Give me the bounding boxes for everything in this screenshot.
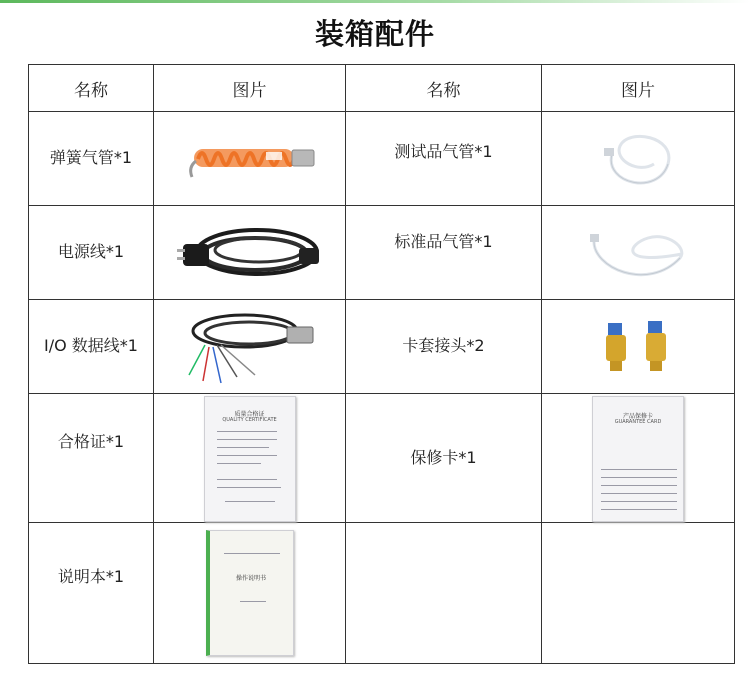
test-hose-image [598, 124, 678, 194]
image-ferrule-fitting [542, 300, 735, 394]
io-cable-image [175, 305, 325, 389]
empty-image-cell [542, 523, 735, 664]
warranty-title: 产品保修卡 [622, 413, 653, 420]
item-name-test-hose: 测试品气管*1 [346, 112, 542, 206]
item-name-power-cord: 电源线*1 [29, 206, 154, 300]
header-name-2: 名称 [346, 65, 542, 112]
item-name-manual: 说明本*1 [29, 523, 154, 664]
warranty-subtitle: GUARANTEE CARD [614, 419, 662, 425]
header-name-1: 名称 [29, 65, 154, 112]
accessories-table [28, 64, 735, 664]
image-io-cable [154, 300, 346, 394]
top-accent-bar [0, 0, 750, 3]
certificate-document [204, 396, 296, 522]
image-warranty-card [542, 394, 735, 523]
item-name-standard-hose: 标准品气管*1 [346, 206, 542, 300]
image-certificate [154, 394, 346, 523]
manual-booklet [206, 530, 294, 656]
image-test-hose [542, 112, 735, 206]
empty-name-cell [346, 523, 542, 664]
image-spring-hose [154, 112, 346, 206]
header-picture-2: 图片 [542, 65, 735, 112]
page-title: 装箱配件 [314, 17, 435, 51]
certificate-subtitle: QUALITY CERTIFICATE [222, 417, 277, 423]
table-row [29, 112, 735, 206]
item-name-io-cable: I/O 数据线*1 [29, 300, 154, 394]
ferrule-fitting-image [598, 317, 678, 377]
certificate-title: 质量合格证 [234, 411, 265, 418]
item-name-spring-hose: 弹簧气管*1 [29, 112, 154, 206]
item-name-warranty-card: 保修卡*1 [346, 394, 542, 523]
table-header-row [29, 65, 735, 112]
power-cord-image [175, 218, 325, 288]
standard-hose-image [588, 218, 688, 288]
image-manual [154, 523, 346, 664]
item-name-ferrule-fitting: 卡套接头*2 [346, 300, 542, 394]
manual-title: 操作说明书 [235, 575, 266, 582]
image-power-cord [154, 206, 346, 300]
table-row [29, 523, 735, 664]
item-name-certificate: 合格证*1 [29, 394, 154, 523]
table-row [29, 300, 735, 394]
warranty-card-document [592, 396, 684, 522]
spring-hose-image [180, 137, 320, 181]
image-standard-hose [542, 206, 735, 300]
table-row [29, 206, 735, 300]
header-picture-1: 图片 [154, 65, 346, 112]
table-row [29, 394, 735, 523]
